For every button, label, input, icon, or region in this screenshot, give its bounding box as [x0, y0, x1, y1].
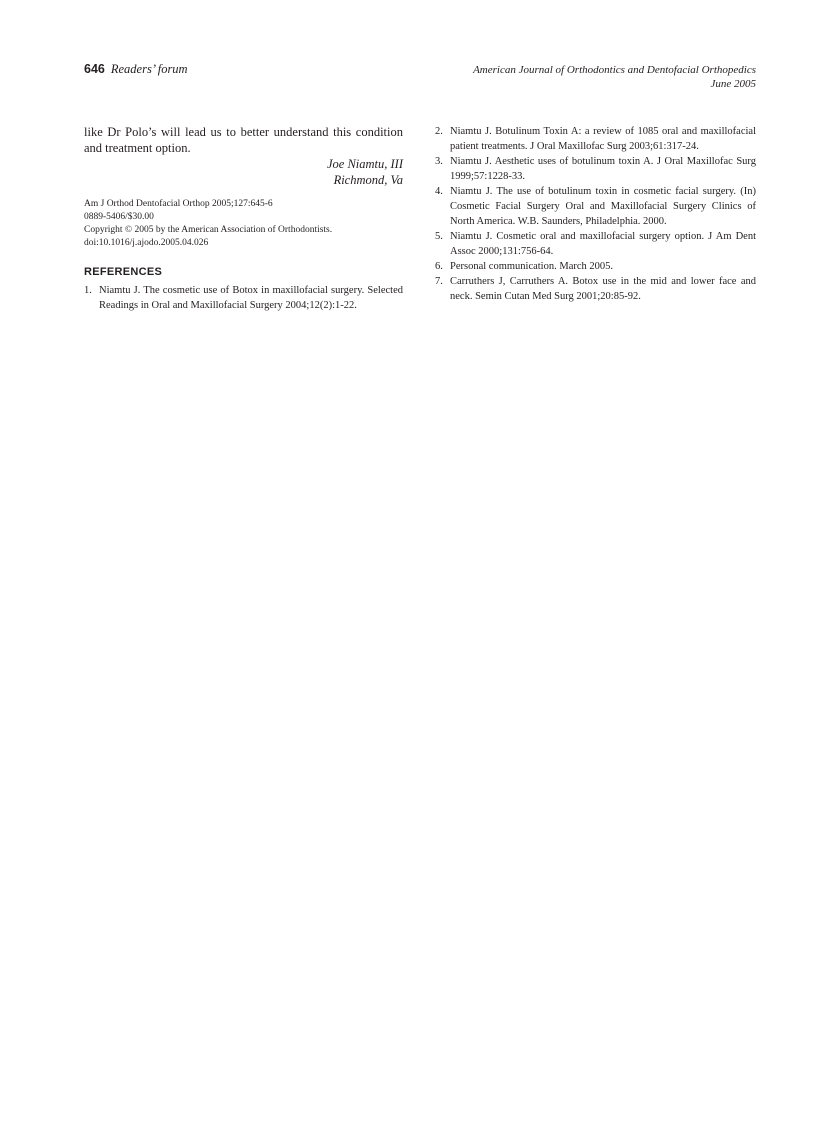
reference-item [435, 274, 756, 304]
reference-item [435, 154, 756, 184]
copyright-line: Copyright © 2005 by the American Association of Orthodontists. [84, 225, 333, 235]
reference-list-right [435, 124, 756, 304]
article-metadata [84, 198, 403, 250]
page-number: 646 [84, 62, 105, 76]
reference-text: Niamtu J. The use of botulinum toxin in cosmetic facial surgery. (In) Cosmetic Facial Surgery Oral and Maxillofacial Surgery Clinics of North America. W.B. Saunders, Philadelphia. 2000. [450, 186, 756, 227]
header-left [84, 62, 188, 77]
citation-line: Am J Orthod Dentofacial Orthop 2005;127:645-6 [84, 199, 273, 209]
reference-item [435, 229, 756, 259]
reference-number: 1. [84, 285, 92, 296]
left-column [84, 124, 403, 313]
journal-title: American Journal of Orthodontics and Dentofacial Orthopedics [473, 64, 756, 76]
running-header [84, 62, 756, 94]
reference-number: 2. [435, 126, 443, 137]
reference-item [435, 259, 756, 274]
reference-number: 7. [435, 276, 443, 287]
reference-item [84, 283, 403, 313]
reference-text: Niamtu J. Cosmetic oral and maxillofacial surgery option. J Am Dent Assoc 2000;131:756-64. [450, 231, 756, 257]
reference-number: 4. [435, 186, 443, 197]
reference-item [435, 124, 756, 154]
author-name: Joe Niamtu, III [326, 157, 403, 171]
reference-item [435, 184, 756, 229]
reference-text: Personal communication. March 2005. [450, 261, 614, 272]
reference-text: Niamtu J. The cosmetic use of Botox in maxillofacial surgery. Selected Readings in Oral and Maxillofacial Surgery 2004;12(2):1-22. [99, 285, 403, 311]
body-paragraph: like Dr Polo’s will lead us to better understand this condition and treatment option. [84, 125, 403, 155]
signature-block [84, 156, 403, 188]
reference-text: Niamtu J. Botulinum Toxin A: a review of 1085 oral and maxillofacial patient treatments. J Oral Maxillofac Surg 2003;61:317-24. [450, 126, 756, 152]
section-name: Readers’ forum [110, 62, 188, 76]
reference-number: 3. [435, 156, 443, 167]
header-right [473, 63, 756, 91]
price-line: 0889-5406/$30.00 [84, 212, 154, 222]
issue-date: June 2005 [710, 78, 756, 90]
reference-text: Niamtu J. Aesthetic uses of botulinum toxin A. J Oral Maxillofac Surg 1999;57:1228-33. [450, 156, 756, 182]
references-heading: REFERENCES [84, 266, 163, 278]
reference-number: 5. [435, 231, 443, 242]
reference-list-left [84, 283, 403, 313]
author-location: Richmond, Va [333, 173, 403, 187]
right-column [435, 124, 756, 304]
reference-number: 6. [435, 261, 443, 272]
reference-text: Carruthers J, Carruthers A. Botox use in the mid and lower face and neck. Semin Cutan Med Surg 2001;20:85-92. [450, 276, 756, 302]
doi-line: doi:10.1016/j.ajodo.2005.04.026 [84, 238, 209, 248]
